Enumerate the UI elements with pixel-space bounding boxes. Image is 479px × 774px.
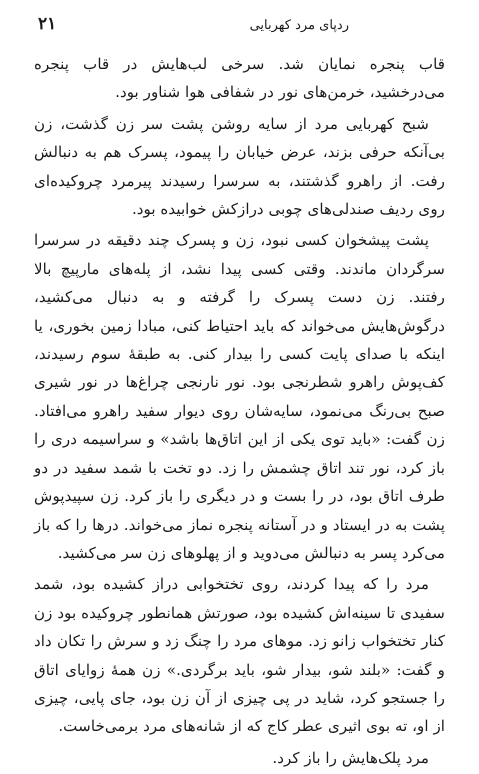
paragraph: مرد را که پیدا کردند، روی تختخوابی دراز کشیده بود، شمد سفیدی تا سینه‌اش کشیده بود، صورتش همانطور چروکیده بود زن کنار تختخواب زانو زد. موهای مرد را چنگ زد و سرش را تکان داد و گفت: «بلند شو، بیدار شو، باید برگردی.» زن همهٔ زوایای اتاق را جستجو کرد، شاید در پی چیزی از آن زن بود، جای پایی، چیزی از او، ته بوی اثیری عطر کاج که از شانه‌های مرد برمی‌خاست. (34, 575, 445, 736)
page-header (34, 14, 445, 42)
paragraph: پشت پیشخوان کسی نبود، زن و پسرک چند دقیقه در سرسرا سرگردان ماندند. وقتی کسی پیدا نشد، از پله‌های مارپیچ بالا رفتند. زن دست پسرک را گرفته و به دنبال می‌کشید، درگوش‌هایش می‌خواند که باید احتیاط کنی، مبادا زمین بخوری، یا اینکه با صدای پایت کسی را بیدار کنی. به طبقهٔ سوم رسیدند، کف‌پوش راهرو شطرنجی بود. نور نارنجی چراغ‌ها در نور شیری صبح بی‌رنگ می‌نمود، سایه‌شان روی دیوار سفید راهرو می‌افتاد. زن گفت: «باید توی یکی از این اتاق‌ها باشد» و سراسیمه دری را باز کرد، نور تند اتاق چشمش را زد. دو تخت با شمد سفید در دو طرف اتاق بود، در را بست و در دیگری را باز کرد. زن سپیدپوش پشت به در ایستاد و در آستانه پنجره نماز می‌خواند. درها را که باز می‌کرد پسر به دنبالش می‌دوید و از پهلوهای زن سر می‌کشید. (34, 231, 445, 562)
page-number: ۲۱ (38, 14, 57, 34)
paragraph: قاب پنجره نمایان شد. سرخی لب‌هایش در قاب پنجره می‌درخشید، خرمن‌های نور در شفافی هوا شناور بود. (34, 55, 445, 102)
paragraph: مرد پلک‌هایش را باز کرد. (272, 748, 429, 767)
header-divider (34, 39, 445, 40)
running-title: ردپای مرد کهربایی (249, 18, 349, 33)
body-text (34, 50, 445, 772)
paragraph: شبح کهربایی مرد از سایه روشن پشت سر زن گذشت، زن بی‌آنکه حرفی بزند، عرض خیابان را پیمود، پسرک هم به دنبالش رفت. از راهرو گذشتند، به سرسرا رسیدند پیرمرد چروکیده‌ای روی ردیف صندلی‌های چوبی درازکش خوابیده بود. (34, 114, 445, 219)
